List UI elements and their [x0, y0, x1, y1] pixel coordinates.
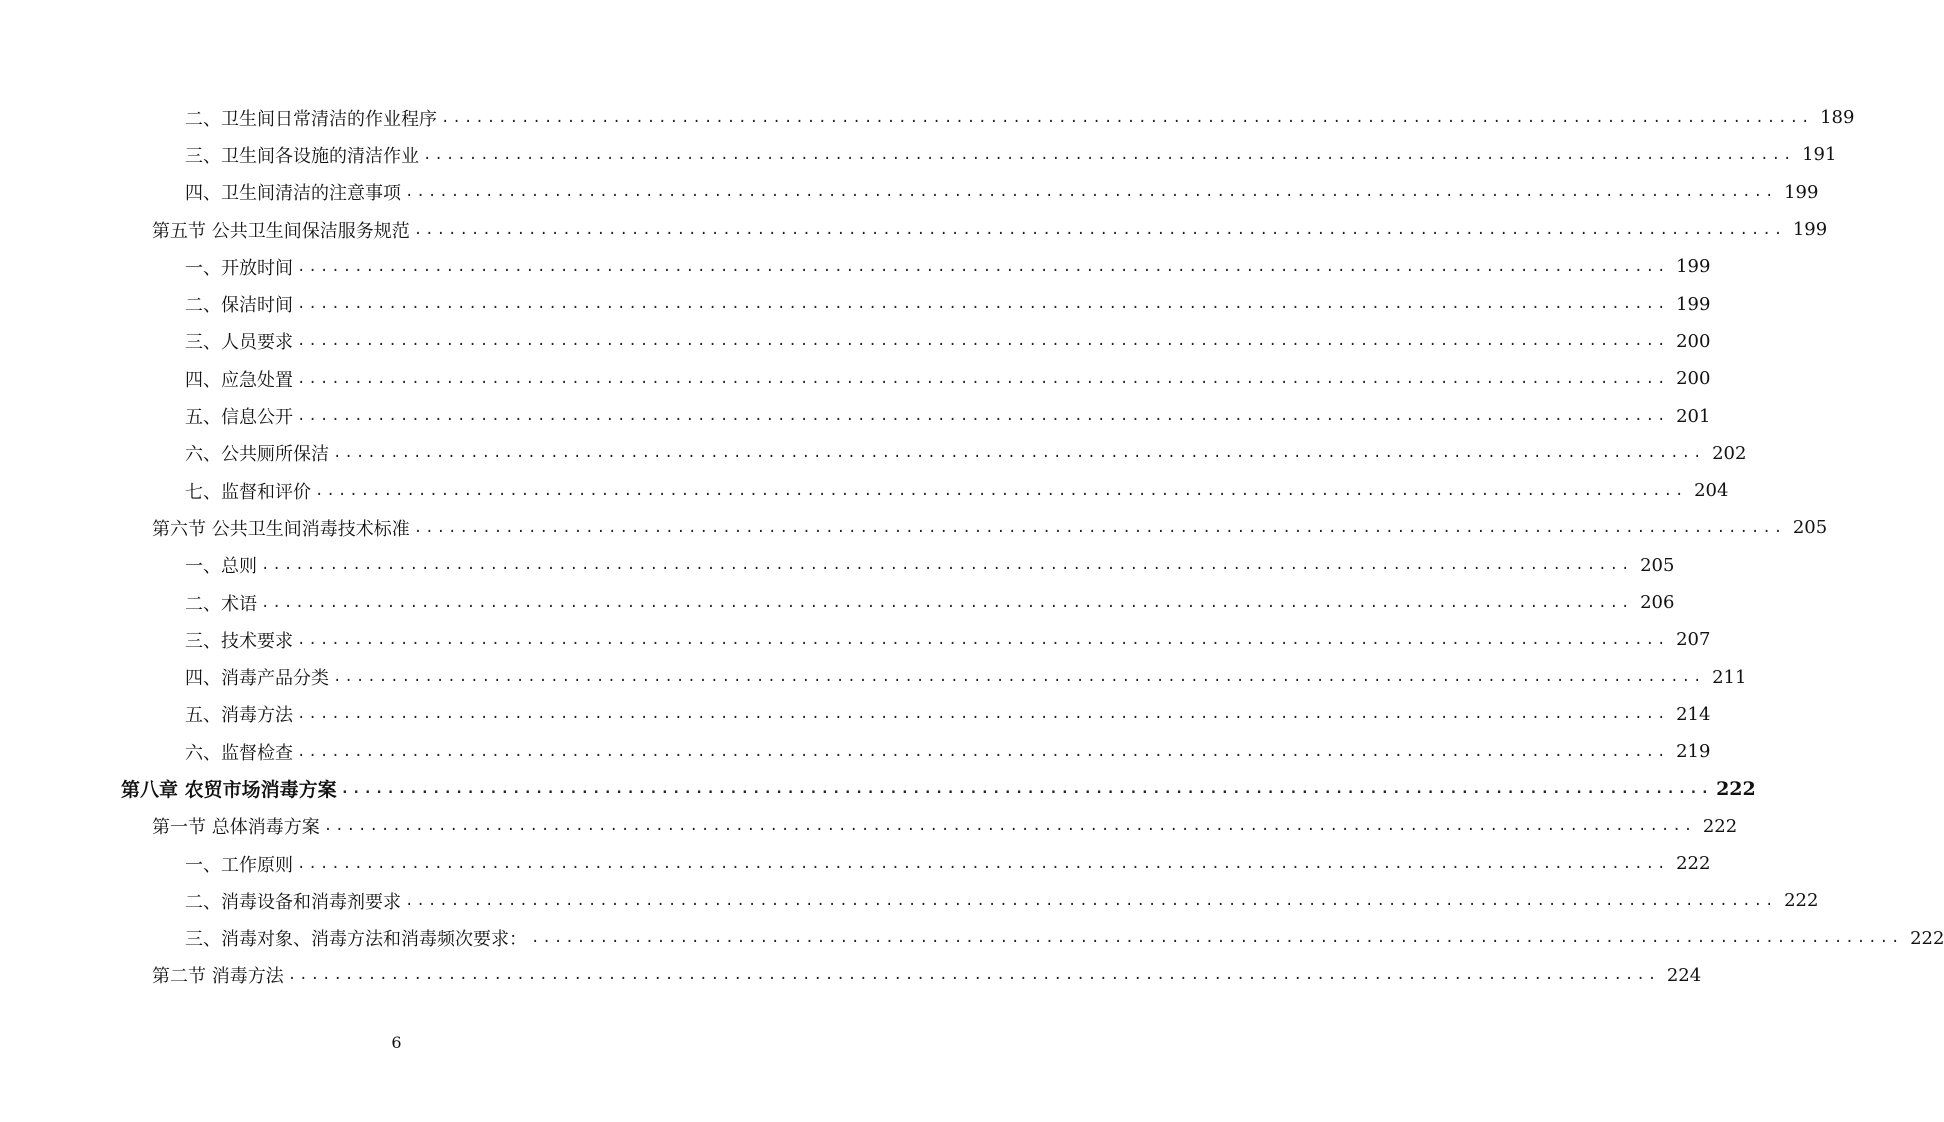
- toc-dot-leader: ........................................................................................................................: [261, 557, 1633, 574]
- toc-entry-title: 四、应急处置: [185, 369, 293, 391]
- toc-entry-title: 四、消毒产品分类: [185, 668, 329, 690]
- toc-entry-page: 214: [1676, 703, 1711, 725]
- toc-entry[interactable]: [0, 285, 1711, 322]
- toc-dot-leader: ........................................................................................................................: [413, 519, 1786, 536]
- toc-dot-leader: ........................................................................................................................: [423, 146, 1795, 163]
- toc-entry-title: 第六节 公共卫生间消毒技术标准: [152, 518, 410, 540]
- toc-entry[interactable]: [0, 472, 1729, 509]
- toc-dot-leader: ........................................................................................................................: [340, 780, 1713, 797]
- toc-dot-leader: ........................................................................................................................: [323, 818, 1696, 835]
- toc-dot-leader: ........................................................................................................................: [333, 669, 1705, 686]
- toc-entry-page: 199: [1784, 181, 1819, 203]
- toc-entry-title: 一、开放时间: [185, 257, 293, 279]
- toc-dot-leader: ........................................................................................................................: [297, 333, 1669, 350]
- toc-entry[interactable]: [0, 397, 1711, 434]
- toc-entry[interactable]: [0, 957, 1702, 994]
- toc-entry-page: 199: [1792, 219, 1828, 241]
- toc-entry[interactable]: [0, 733, 1711, 770]
- toc-entry[interactable]: [0, 136, 1837, 173]
- toc-entry-page: 199: [1676, 256, 1711, 278]
- toc-dot-leader: ........................................................................................................................: [297, 855, 1669, 872]
- toc-dot-leader: ........................................................................................................................: [405, 184, 1777, 201]
- toc-entry-page: 224: [1666, 964, 1702, 986]
- toc-entry-title: 三、人员要求: [185, 332, 293, 354]
- toc-entry[interactable]: [0, 435, 1747, 472]
- toc-entry-title: 一、总则: [185, 556, 257, 578]
- table-of-contents: [0, 99, 1944, 994]
- toc-dot-leader: ........................................................................................................................: [297, 408, 1669, 425]
- toc-entry[interactable]: [0, 248, 1711, 285]
- toc-entry[interactable]: [0, 845, 1711, 882]
- toc-entry-page: 207: [1676, 629, 1711, 651]
- toc-dot-leader: ........................................................................................................................: [287, 967, 1660, 984]
- toc-entry-title: 二、保洁时间: [185, 295, 293, 317]
- toc-dot-leader: ........................................................................................................................: [297, 706, 1669, 723]
- toc-entry[interactable]: [0, 99, 1855, 136]
- toc-entry-page: 219: [1676, 741, 1711, 763]
- toc-entry[interactable]: [0, 360, 1711, 397]
- toc-entry-title: 六、公共厕所保洁: [185, 444, 329, 466]
- toc-entry-page: 211: [1712, 666, 1747, 688]
- toc-entry-page: 191: [1802, 144, 1837, 166]
- toc-entry[interactable]: [0, 323, 1711, 360]
- toc-entry-title: 第二节 消毒方法: [152, 966, 284, 988]
- toc-entry[interactable]: [0, 584, 1675, 621]
- toc-entry-title: 四、卫生间清洁的注意事项: [185, 183, 401, 205]
- toc-entry-page: 204: [1694, 480, 1729, 502]
- toc-entry-page: 205: [1792, 517, 1828, 539]
- toc-entry-page: 201: [1676, 405, 1711, 427]
- toc-entry-page: 205: [1640, 554, 1675, 576]
- toc-entry-page: 222: [1676, 853, 1711, 875]
- toc-entry-title: 五、消毒方法: [185, 705, 293, 727]
- toc-entry-title: 七、监督和评价: [185, 481, 311, 503]
- toc-entry-page: 222: [1910, 927, 1944, 949]
- toc-entry[interactable]: [0, 621, 1711, 658]
- toc-entry[interactable]: [0, 174, 1819, 211]
- toc-dot-leader: ........................................................................................................................: [297, 370, 1669, 387]
- toc-dot-leader: ........................................................................................................................: [297, 631, 1669, 648]
- toc-entry-page: 222: [1702, 815, 1738, 837]
- toc-entry-page: 189: [1820, 107, 1855, 129]
- toc-entry-title: 第五节 公共卫生间保洁服务规范: [152, 220, 410, 242]
- toc-entry-page: 200: [1676, 368, 1711, 390]
- toc-dot-leader: ........................................................................................................................: [297, 258, 1669, 275]
- toc-entry[interactable]: [0, 658, 1747, 695]
- toc-entry-title: 六、监督检查: [185, 742, 293, 764]
- toc-dot-leader: ........................................................................................................................: [531, 930, 1903, 947]
- toc-entry-title: 二、卫生间日常清洁的作业程序: [185, 108, 437, 130]
- toc-entry-title: 二、术语: [185, 593, 257, 615]
- toc-dot-leader: ........................................................................................................................: [441, 109, 1813, 126]
- toc-dot-leader: ........................................................................................................................: [315, 482, 1687, 499]
- page-number: 6: [391, 1033, 402, 1052]
- toc-entry-title: 二、消毒设备和消毒剂要求: [185, 891, 401, 913]
- toc-entry-page: 200: [1676, 330, 1711, 352]
- toc-entry-title: 三、消毒对象、消毒方法和消毒频次要求：: [185, 929, 527, 951]
- toc-entry-title: 一、工作原则: [185, 854, 293, 876]
- toc-entry-title: 第八章 农贸市场消毒方案: [121, 779, 337, 802]
- toc-entry[interactable]: [0, 547, 1675, 584]
- toc-entry-title: 五、信息公开: [185, 407, 293, 429]
- toc-entry[interactable]: [0, 696, 1711, 733]
- toc-entry-title: 三、卫生间各设施的清洁作业: [185, 145, 419, 167]
- toc-entry-page: 206: [1640, 592, 1675, 613]
- toc-entry-page: 222: [1784, 890, 1819, 912]
- toc-entry-page: 222: [1716, 777, 1756, 800]
- toc-entry[interactable]: [0, 211, 1828, 248]
- toc-entry-title: 第一节 总体消毒方案: [152, 817, 320, 839]
- toc-dot-leader: ........................................................................................................................: [333, 445, 1705, 462]
- toc-entry-page: 199: [1676, 293, 1711, 315]
- toc-entry[interactable]: [0, 920, 1944, 957]
- toc-dot-leader: ........................................................................................................................: [261, 594, 1633, 611]
- toc-entry[interactable]: [0, 882, 1819, 919]
- toc-entry[interactable]: [0, 509, 1828, 546]
- toc-dot-leader: ........................................................................................................................: [297, 296, 1669, 313]
- toc-entry-page: 202: [1712, 442, 1747, 464]
- toc-dot-leader: ........................................................................................................................: [405, 892, 1777, 909]
- toc-entry-title: 三、技术要求: [185, 630, 293, 652]
- toc-dot-leader: ........................................................................................................................: [413, 221, 1786, 238]
- toc-entry[interactable]: [0, 770, 1756, 807]
- toc-entry[interactable]: [0, 808, 1738, 845]
- toc-dot-leader: ........................................................................................................................: [297, 743, 1669, 760]
